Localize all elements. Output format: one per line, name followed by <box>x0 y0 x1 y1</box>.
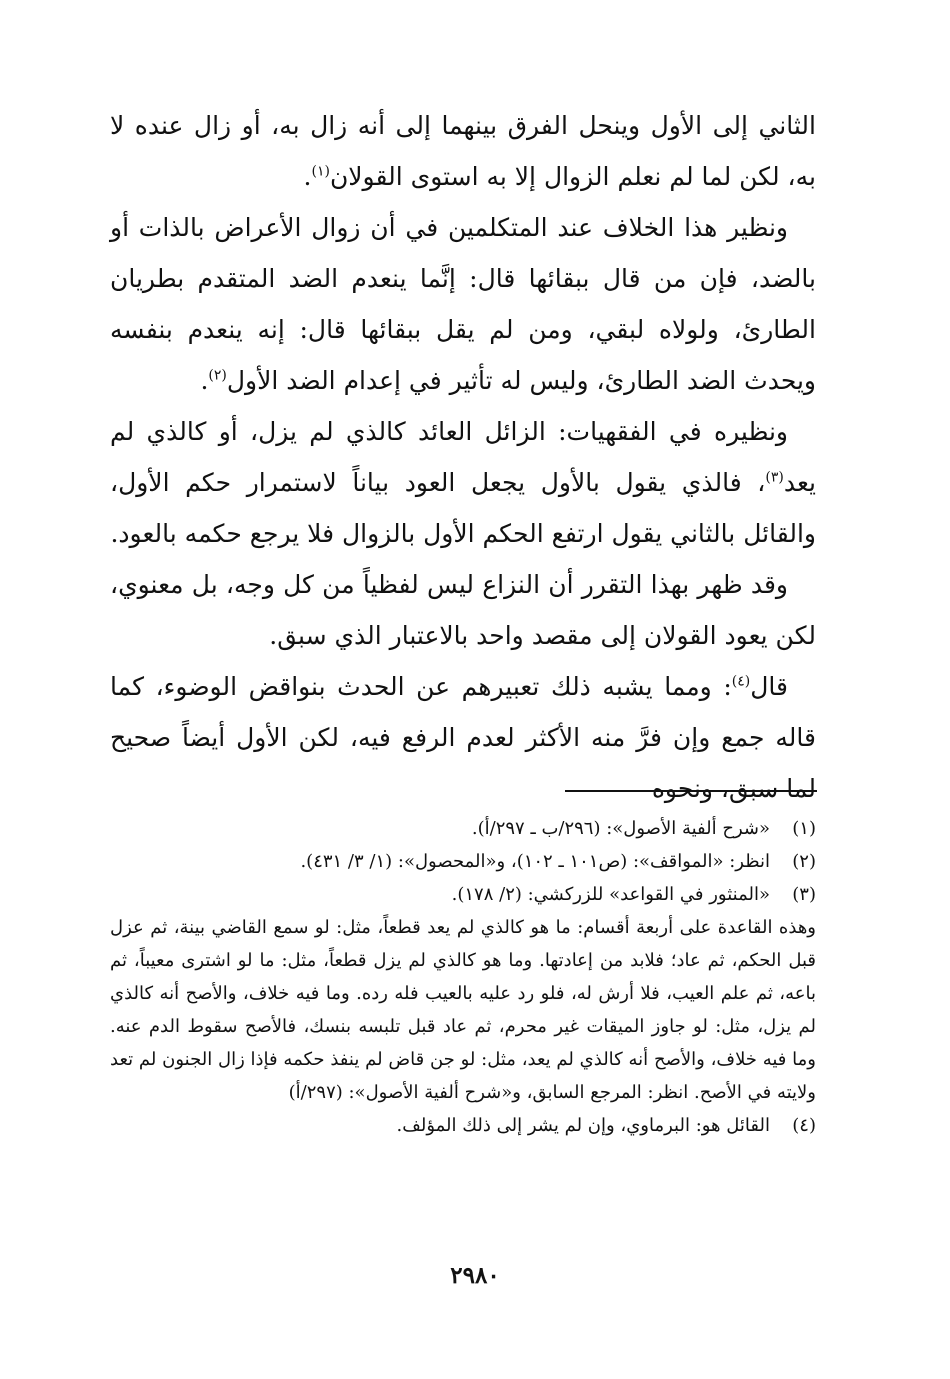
paragraph-3-text: ونظيره في الفقهيات: الزائل العائد كالذي لم يزل، أو كالذي لم يعد <box>110 417 816 497</box>
footnote-number: (٢) <box>792 851 816 872</box>
footnote-number: (٤) <box>792 1115 816 1136</box>
paragraph-4-text: وقد ظهر بهذا التقرر أن النزاع ليس لفظياً من كل وجه، بل معنوي، لكن يعود القولان إلى مقصد واحد بالاعتبار الذي سبق. <box>110 570 816 650</box>
footnote-ref-1: (١) <box>311 163 330 180</box>
footnote-ref-3: (٣) <box>765 469 784 486</box>
footnote-1 <box>110 812 816 845</box>
paragraph-1-end: . <box>303 162 312 191</box>
footnote-2 <box>110 845 816 878</box>
paragraph-2-text: ونظير هذا الخلاف عند المتكلمين في أن زوال الأعراض بالذات أو بالضد، فإن من قال ببقائها قال: إنَّما ينعدم الضد المتقدم بطريان الطارئ، ولولاه لبقي، ومن لم يقل ببقائها قال: إنه ينعدم بنفسه ويحدث الضد الطارئ، وليس له تأثير في إعدام الضد الأول <box>110 213 816 395</box>
footnote-number: (١) <box>792 818 816 839</box>
paragraph-5-text: : ومما يشبه ذلك تعبيرهم عن الحدث بنواقض الوضوء، كما قاله جمع وإن فرَّ منه الأكثر لعدم الرفع فيه، لكن الأول أيضاً صحيح لما سبق، ونحوه <box>110 672 816 803</box>
footnotes-section <box>110 812 816 1142</box>
footnote-text: «المنثور في القواعد» للزركشي: (٢/ ١٧٨). <box>451 884 770 905</box>
footnote-3-continuation: وهذه القاعدة على أربعة أقسام: ما هو كالذي لم يعد قطعاً، مثل: لو سمع القاضي بينة، ثم عزل قبل الحكم، ثم عاد؛ فلابد من إعادتها. وما هو كالذي لم يزل قطعاً، مثل: ما لو اشترى معيباً، ثم باعه، ثم علم العيب، فلا أرش له، فلو رد عليه بالعيب فله رده. وما فيه خلاف، والأصح أنه كالذي لم يزل، مثل: لو جاوز الميقات غير محرم، ثم عاد قبل تلبسه بنسك، فالأصح سقوط الدم عنه. وما فيه خلاف، والأصح أنه كالذي لم يعد، مثل: لو جن قاض لم ينفذ حكمه فإذا زال الجنون لم تعد ولايته في الأصح. انظر: المرجع السابق، و«شرح ألفية الأصول»: (٢٩٧/أ) <box>110 917 816 1103</box>
paragraph-4 <box>110 559 816 661</box>
paragraph-1 <box>110 100 816 202</box>
paragraph-2 <box>110 202 816 406</box>
main-text-body <box>110 100 816 814</box>
page-number: ٢٩٨٠ <box>450 1262 500 1289</box>
footnote-text: «شرح ألفية الأصول»: (٢٩٦/ب ـ ٢٩٧/أ). <box>471 818 770 839</box>
footnote-3 <box>110 878 816 911</box>
footnote-separator <box>565 790 817 792</box>
paragraph-3-end: ، فالذي يقول بالأول يجعل العود بياناً لاستمرار حكم الأول، والقائل بالثاني يقول ارتفع الحكم الأول بالزوال فلا يرجع حكمه بالعود. <box>110 468 816 548</box>
paragraph-1-text: الثاني إلى الأول وينحل الفرق بينهما إلى أنه زال به، أو زال عنده لا به، لكن لما لم نعلم الزوال إلا به استوى القولان <box>110 111 816 191</box>
footnote-text: انظر: «المواقف»: (ص١٠١ ـ ١٠٢)، و«المحصول»: (١/ ٣/ ٤٣١). <box>300 851 770 872</box>
footnote-ref-4: (٤) <box>731 673 751 690</box>
footnote-text: القائل هو: البرماوي، وإن لم يشر إلى ذلك المؤلف. <box>396 1115 770 1136</box>
footnote-number: (٣) <box>792 884 816 905</box>
paragraph-3 <box>110 406 816 559</box>
footnote-ref-2: (٢) <box>208 367 227 384</box>
footnote-4 <box>110 1109 816 1142</box>
paragraph-5-start: قال <box>750 672 788 701</box>
paragraph-2-end: . <box>200 366 209 395</box>
